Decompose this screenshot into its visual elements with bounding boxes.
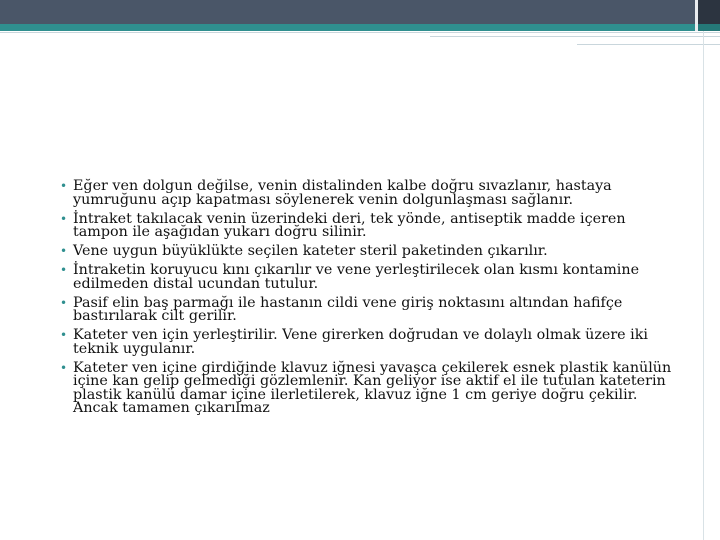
bullet-list [25,180,675,416]
slide-body [25,180,675,421]
list-item [25,294,675,324]
divider-line [0,32,720,33]
list-item [25,210,675,240]
list-item [25,180,675,207]
list-item-text: Kateter ven için yerleştirilir. Vene girerken doğrudan ve dolaylı olmak üzere iki teknik uygulanır. [73,327,648,357]
list-item-text: İntraket takılacak venin üzerindeki deri, tek yönde, antiseptik madde içeren tampon ile aşağıdan yukarı doğru silinir. [73,210,626,240]
header-band [0,0,720,24]
list-item-text: Eğer ven dolgun değilse, venin distalinden kalbe doğru sıvazlanır, hastaya yumruğunu açıp kapatması söylenerek venin dolgunlaşması sağlanır. [73,178,612,208]
list-item-text: İntraketin koruyucu kını çıkarılır ve vene yerleştirilecek olan kısmı kontamine edilmeden distal ucundan tutulur. [73,262,640,292]
header-rule-accent [695,24,720,31]
list-item [25,245,675,259]
list-item-text: Kateter ven içine girdiğinde klavuz iğnesi yavaşca çekilerek esnek plastik kanülün içine kan gelip gelmediği gözlemlenir. Kan geliyor ise aktif el ile tutulan kateterin plastik kanülü damar içine ilerletilerek, klavuz iğne 1 cm geriye doğru çekilir. Ancak tamamen çıkarılmaz [73,359,672,416]
divider-line [430,36,720,37]
bullet-icon: • [60,244,68,258]
bullet-icon: • [60,328,68,342]
bullet-icon: • [60,295,68,310]
divider-line [577,44,720,45]
bullet-icon: • [60,360,68,375]
bullet-icon: • [60,263,68,277]
slide-border [703,31,704,540]
header-rule [0,24,720,31]
header-band-accent [695,0,720,24]
list-item [25,264,675,291]
list-item [25,329,675,356]
bullet-icon: • [60,211,68,226]
list-item-text: Pasif elin baş parmağı ile hastanın cildi vene giriş noktasını altından hafifçe bastırılarak cilt gerilir. [73,294,623,324]
list-item-text: Vene uygun büyüklükte seçilen kateter steril paketinden çıkarılır. [73,243,548,259]
list-item [25,359,675,416]
bullet-icon: • [60,179,68,193]
